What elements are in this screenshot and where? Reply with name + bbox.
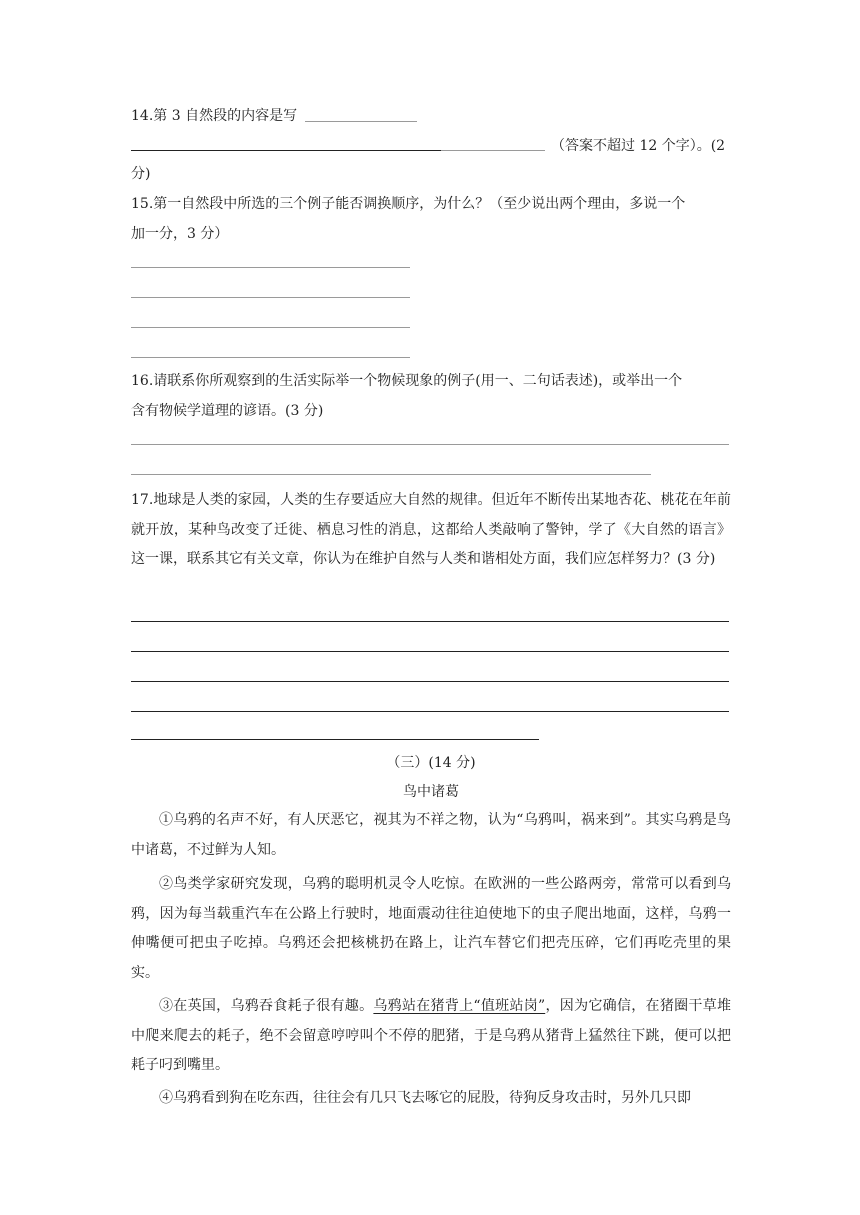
- p3-underlined-sentence: 乌鸦站在猪背上“值班站岗”: [373, 998, 546, 1014]
- passage-paragraph-3: [131, 992, 731, 1081]
- q15-answer-line-3[interactable]: [131, 327, 410, 328]
- q16-text-line2: 含有物候学道理的谚语。(3 分): [131, 403, 324, 419]
- q16-text-line1: 16.请联系你所观察到的生活实际举一个物候现象的例子(用一、二句话表述)，或举出一个: [131, 373, 683, 389]
- q14-prefix: 14.第 3 自然段的内容是写: [131, 108, 298, 124]
- q15-answer-line-4[interactable]: [131, 357, 410, 358]
- q15-text-line1: 15.第一自然段中所选的三个例子能否调换顺序，为什么？（至少说出两个理由，多说一个: [131, 196, 686, 212]
- passage-paragraph-1: ①乌鸦的名声不好，有人厌恶它，视其为不祥之物，认为“乌鸦叫，祸来到”。其实乌鸦是鸟中诸葛，不过鲜为人知。: [131, 812, 731, 858]
- q17-text: 17.地球是人类的家园，人类的生存要适应大自然的规律。但近年不断传出某地杏花、桃花在年前就开放，某种鸟改变了迁徙、栖息习性的消息，这都给人类敲响了警钟，学了《大自然的语言》这一课，联系其它有关文章，你认为在维护自然与人类和谐相处方面，我们应怎样努力？(3 分): [131, 492, 731, 567]
- p3-text-after: ，因为它确信，在猪圈干草堆中爬来爬去的耗子，绝不会留意哼哼叫个不停的肥猪，于是乌鸦从猪背上猛然往下跳，便可以把耗子叼到嘴里。: [131, 998, 732, 1073]
- passage-title: 鸟中诸葛: [403, 784, 459, 800]
- q14-suffix: （答案不超过 12 个字）。(2: [551, 138, 726, 154]
- passage-paragraph-4: ④乌鸦看到狗在吃东西，往往会有几只飞去啄它的屁股，待狗反身攻击时，另外几只即: [159, 1090, 691, 1106]
- p3-text-before: ③在英国，乌鸦吞食耗子很有趣。: [159, 998, 374, 1014]
- q17-answer-line-1[interactable]: [131, 621, 729, 622]
- q17-answer-line-3[interactable]: [131, 681, 729, 682]
- passage-paragraph-2: ②鸟类学家研究发现，乌鸦的聪明机灵令人吃惊。在欧洲的一些公路两旁，常常可以看到乌鸦，因为每当载重汽车在公路上行驶时，地面震动往往迫使地下的虫子爬出地面，这样，乌鸦一伸嘴便可把虫子吃掉。乌鸦还会把核桃扔在路上，让汽车替它们把壳压碎，它们再吃壳里的果实。: [131, 876, 731, 981]
- q17-answer-line-4[interactable]: [131, 711, 729, 712]
- q17-answer-line-5[interactable]: [131, 739, 539, 740]
- q15-answer-line-1[interactable]: [131, 267, 410, 268]
- q15-answer-line-2[interactable]: [131, 297, 410, 298]
- section-heading: （三）(14 分): [386, 755, 476, 771]
- q16-answer-line-1[interactable]: [131, 444, 729, 445]
- q14-suffix-cont: 分): [131, 166, 151, 182]
- q14-answer-blank-1[interactable]: [305, 121, 417, 122]
- q16-answer-line-2[interactable]: [131, 474, 651, 475]
- q17-answer-line-2[interactable]: [131, 651, 729, 652]
- q14-answer-blank-2[interactable]: [131, 150, 441, 151]
- q15-text-line2: 加一分，3 分）: [131, 226, 229, 242]
- q14-answer-blank-3[interactable]: [441, 150, 545, 151]
